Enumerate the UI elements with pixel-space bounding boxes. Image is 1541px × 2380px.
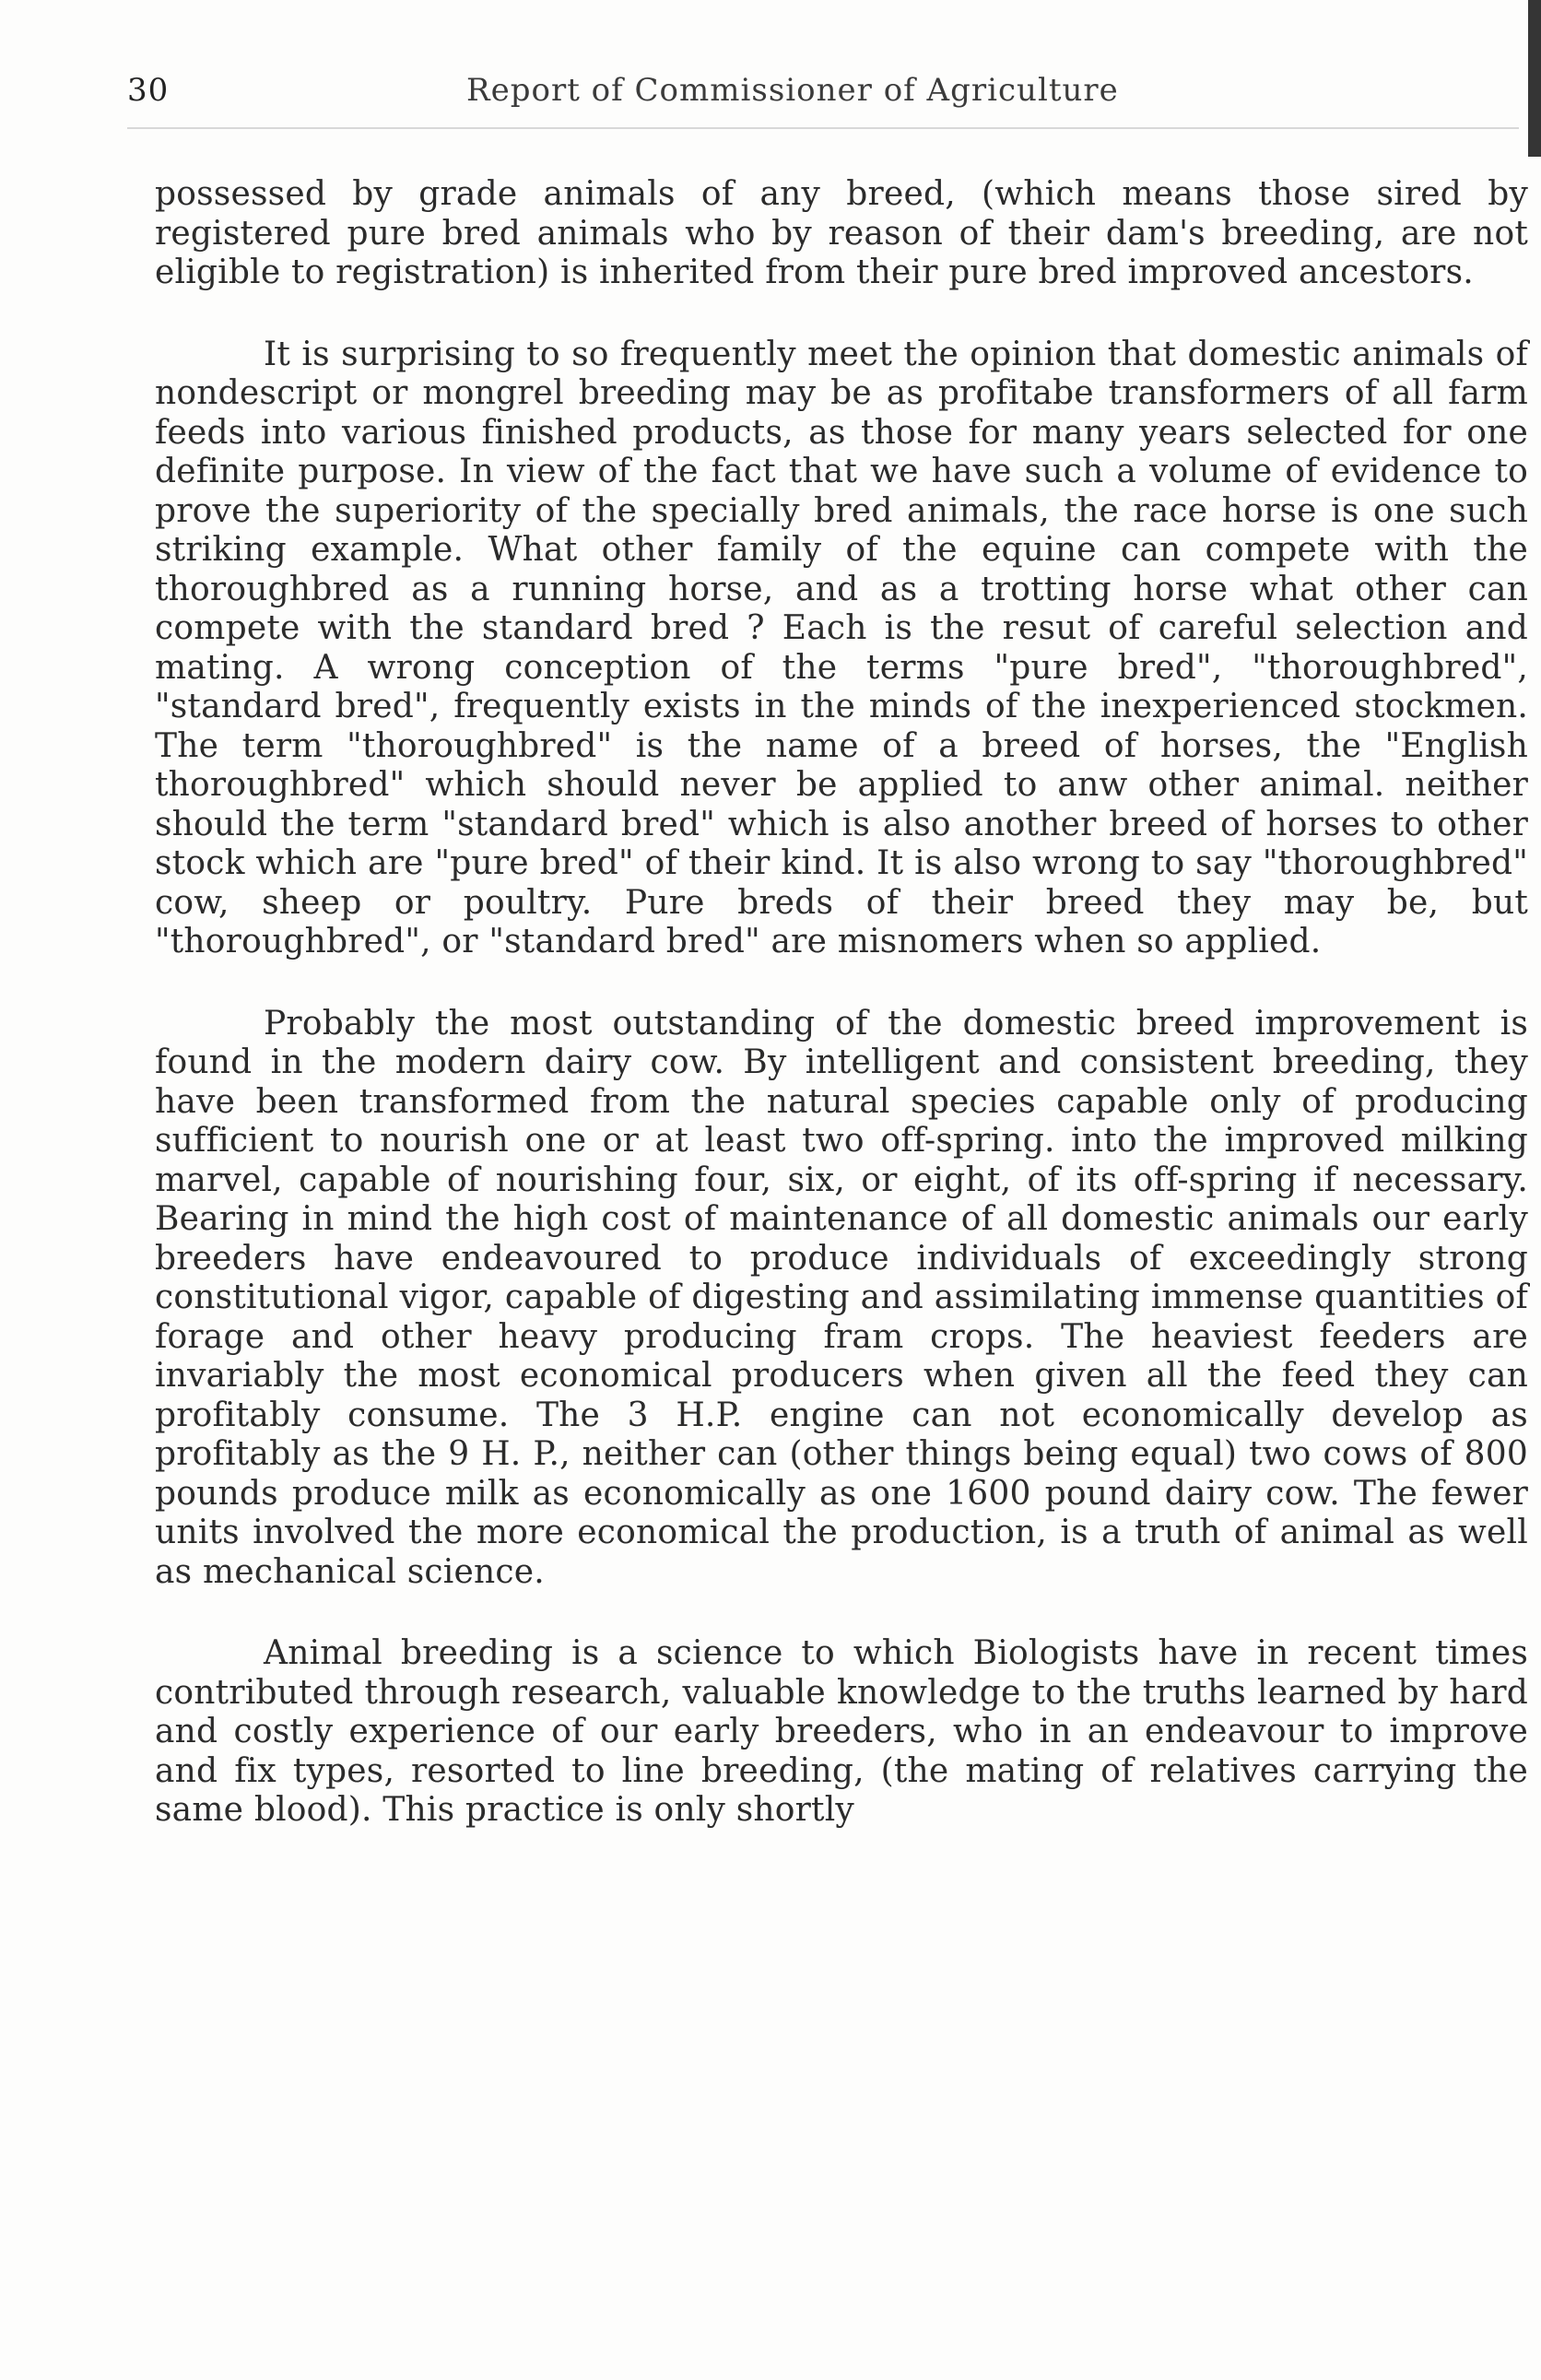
scan-edge-shadow xyxy=(1528,0,1541,157)
page-number: 30 xyxy=(127,72,170,109)
body-text xyxy=(155,175,1528,1831)
paragraph-4: Animal breeding is a science to which Biologists have in recent times contributed through research, valuable knowledge to the truths learned by hard and costly experience of our early breeders, who in an endeavour to improve and fix types, resorted to line breeding, (the mating of relatives carrying the same blood). This practice is only shortly xyxy=(155,1634,1528,1829)
paragraph-3: Probably the most outstanding of the domestic breed improvement is found in the modern dairy cow. By intelligent and consistent breeding, they have been transformed from the natural species capable only of producing sufficient to nourish one or at least two off-spring. into the improved milking marvel, capable of nourishing four, six, or eight, of its off-spring if necessary. Bearing in mind the high cost of maintenance of all domestic animals our early breeders have endeavoured to produce individuals of exceedingly strong constitutional vigor, capable of digesting and assimilating immense quantities of forage and other heavy producing fram crops. The heaviest feeders are invariably the most economical producers when given all the feed they can profitably consume. The 3 H.P. engine can not economically develop as profitably as the 9 H. P., neither can (other things being equal) two cows of 800 pounds produce milk as economically as one 1600 pound dairy cow. The fewer units involved the more economical the production, is a truth of animal as well as mechanical science. xyxy=(155,1004,1528,1591)
running-title: Report of Commissioner of Agriculture xyxy=(466,72,1119,109)
page-header xyxy=(127,72,1519,129)
paragraph-1: possessed by grade animals of any breed, (which means those sired by registered pure bred animals who by reason of their dam's breeding, are not eligible to registration) is inherited from their pure bred improved ancestors. xyxy=(155,175,1528,291)
paragraph-2: It is surprising to so frequently meet the opinion that domestic animals of nondescript or mongrel breeding may be as profitabe transformers of all farm feeds into various finished products, as those for many years selected for one definite purpose. In view of the fact that we have such a volume of evidence to prove the superiority of the specially bred animals, the race horse is one such striking example. What other family of the equine can compete with the thoroughbred as a running horse, and as a trotting horse what other can compete with the standard bred ? Each is the resut of careful selection and mating. A wrong conception of the terms "pure bred", "thoroughbred", "standard bred", frequently exists in the minds of the inexperienced stockmen. The term "thoroughbred" is the name of a breed of horses, the "English thoroughbred" which should never be applied to anw other animal. neither should the term "standard bred" which is also another breed of horses to other stock which are "pure bred" of their kind. It is also wrong to say "thoroughbred" cow, sheep or poultry. Pure breds of their breed they may be, but "thoroughbred", or "standard bred" are misnomers when so applied. xyxy=(155,335,1528,960)
